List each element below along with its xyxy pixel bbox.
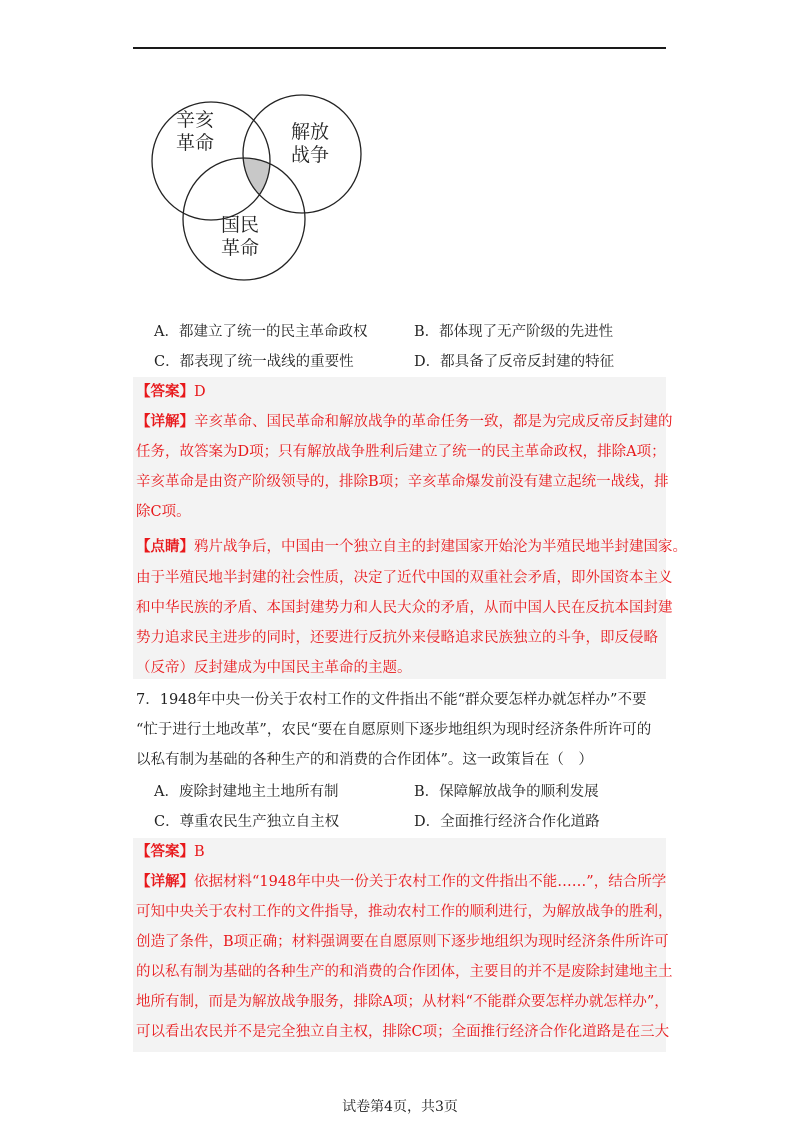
venn-label-b1: 解放 [291, 121, 330, 143]
q6-comment-line-4: 势力追求民主进步的同时，还要进行反抗外来侵略追求民族独立的斗争，即反侵略 [136, 630, 658, 646]
q7-detail-text-1: 依据材料“1948年中央一份关于农村工作的文件指出不能……”，结合所学 [194, 874, 667, 890]
q6-comment-line-5: （反帝）反封建成为中国民主革命的主题。 [136, 660, 412, 676]
q6-answer-value: D [194, 384, 206, 400]
venn-label-c1: 国民 [221, 214, 260, 236]
q6-detail-line-4: 除C项。 [136, 504, 191, 520]
q7-answer-value: B [194, 844, 205, 860]
q6-comment-line-1 [136, 537, 687, 557]
q6-detail-line-3: 辛亥革命是由资产阶级领导的，排除B项；辛亥革命爆发前没有建立起统一战线，排 [136, 474, 669, 490]
q6-comment-text-1: 鸦片战争后，中国由一个独立自主的封建国家开始沦为半殖民地半封建国家。 [194, 539, 687, 555]
venn-label-c2: 革命 [221, 237, 260, 259]
q7-detail-line-3: 创造了条件，B项正确；材料强调要在自愿原则下逐步地组织为现时经济条件所许可 [136, 934, 669, 950]
venn-label-a2: 革命 [176, 132, 215, 154]
q7-option-c: C．尊重农民生产独立自主权 [154, 814, 340, 830]
q7-option-a: A．废除封建地主土地所有制 [154, 784, 339, 800]
venn-label-a1: 辛亥 [176, 109, 215, 131]
q7-detail-line-2: 可知中央关于农村工作的文件指导，推动农村工作的顺利进行，为解放战争的胜利， [136, 904, 673, 920]
q6-comment-tag: 【点睛】 [136, 538, 194, 555]
page-footer: 试卷第4页，共3页 [342, 1099, 458, 1115]
q6-detail-line-2: 任务，故答案为D项；只有解放战争胜利后建立了统一的民主革命政权，排除A项； [136, 444, 666, 460]
q6-detail-line-1 [136, 412, 673, 432]
venn-label-b2: 战争 [291, 144, 330, 166]
q7-detail-line-4: 的以私有制为基础的各种生产的和消费的合作团体，主要目的并不是废除封建地主土 [136, 964, 673, 980]
q6-option-b: B．都体现了无产阶级的先进性 [414, 324, 614, 340]
q7-stem-line-1: 7．1948年中央一份关于农村工作的文件指出不能“群众要怎样办就怎样办”不要 [136, 692, 647, 708]
q7-detail-line-1 [136, 872, 666, 892]
q6-answer [136, 382, 206, 402]
q7-answer-tag: 【答案】 [136, 843, 194, 860]
header-rule [133, 47, 666, 49]
q6-comment-line-3: 和中华民族的矛盾、本国封建势力和人民大众的矛盾，从而中国人民在反抗本国封建 [136, 600, 673, 616]
q6-option-d: D．都具备了反帝反封建的特征 [414, 354, 615, 370]
q6-detail-text-1: 辛亥革命、国民革命和解放战争的革命任务一致，都是为完成反帝反封建的 [194, 414, 673, 430]
q6-option-a: A．都建立了统一的民主革命政权 [154, 324, 368, 340]
q7-option-b: B．保障解放战争的顺利发展 [414, 784, 599, 800]
q7-stem-line-2: “忙于进行土地改革”，农民“要在自愿原则下逐步地组织为现时经济条件所许可的 [136, 722, 652, 738]
venn-diagram [140, 78, 370, 288]
q7-detail-tag: 【详解】 [136, 873, 194, 890]
q6-comment-line-2: 由于半殖民地半封建的社会性质，决定了近代中国的双重社会矛盾，即外国资本主义 [136, 570, 673, 586]
q7-answer [136, 842, 205, 862]
q7-detail-line-6: 可以看出农民并不是完全独立自主权，排除C项；全面推行经济合作化道路是在三大 [136, 1024, 670, 1040]
q6-detail-tag: 【详解】 [136, 413, 194, 430]
q7-detail-line-5: 地所有制，而是为解放战争服务，排除A项；从材料“不能群众要怎样办就怎样办”， [136, 994, 669, 1010]
q6-answer-tag: 【答案】 [136, 383, 194, 400]
q7-option-d: D．全面推行经济合作化道路 [414, 814, 600, 830]
q6-option-c: C．都表现了统一战线的重要性 [154, 354, 354, 370]
q7-stem-line-3: 以私有制为基础的各种生产的和消费的合作团体”。这一政策旨在（ ） [136, 752, 593, 768]
